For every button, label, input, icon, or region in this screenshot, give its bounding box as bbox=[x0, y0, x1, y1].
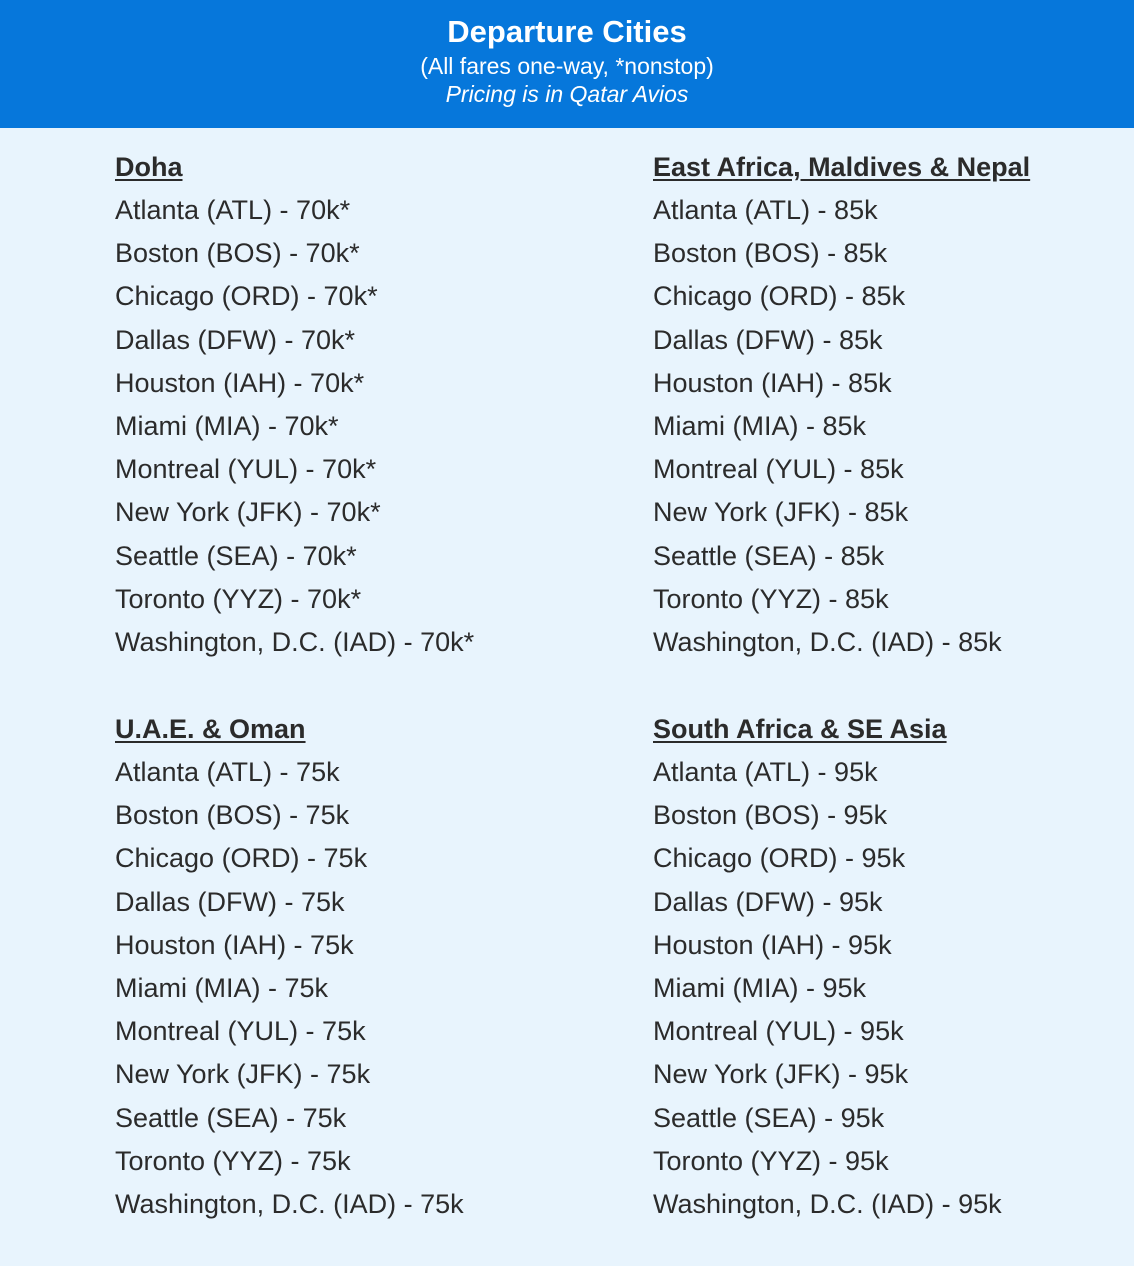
fare-row: Boston (BOS) - 75k bbox=[115, 800, 350, 831]
fare-row: Dallas (DFW) - 70k* bbox=[115, 324, 356, 355]
fare-row: Montreal (YUL) - 95k bbox=[653, 1016, 904, 1047]
fare-row: Houston (IAH) - 70k* bbox=[115, 367, 365, 398]
fare-row: Chicago (ORD) - 75k bbox=[115, 843, 368, 874]
fare-row: Toronto (YYZ) - 95k bbox=[653, 1145, 889, 1176]
fare-row: Chicago (ORD) - 95k bbox=[653, 843, 906, 874]
fare-row: Seattle (SEA) - 70k* bbox=[115, 540, 357, 571]
fare-row: Dallas (DFW) - 85k bbox=[653, 324, 883, 355]
section-south-africa-se-asia bbox=[653, 708, 1123, 1226]
fare-row: Toronto (YYZ) - 85k bbox=[653, 583, 889, 614]
fare-row: Washington, D.C. (IAD) - 75k bbox=[115, 1189, 464, 1220]
fare-row: Atlanta (ATL) - 85k bbox=[653, 195, 878, 225]
fare-row: Miami (MIA) - 95k bbox=[653, 973, 867, 1004]
fare-row: Boston (BOS) - 95k bbox=[653, 800, 888, 831]
fare-row: New York (JFK) - 95k bbox=[653, 1059, 909, 1090]
fare-row: Washington, D.C. (IAD) - 85k bbox=[653, 627, 1002, 658]
fare-row: Boston (BOS) - 70k* bbox=[115, 238, 360, 269]
section-east-africa-maldives-nepal bbox=[653, 146, 1123, 664]
fare-row: Chicago (ORD) - 85k bbox=[653, 281, 906, 312]
section-heading: South Africa & SE Asia bbox=[653, 714, 947, 744]
fare-row: Seattle (SEA) - 95k bbox=[653, 1102, 885, 1133]
fare-row: Atlanta (ATL) - 75k bbox=[115, 757, 340, 787]
section-doha bbox=[115, 146, 585, 664]
fare-row: Houston (IAH) - 85k bbox=[653, 367, 892, 398]
fare-row: Washington, D.C. (IAD) - 95k bbox=[653, 1189, 1002, 1220]
fare-row: Chicago (ORD) - 70k* bbox=[115, 281, 378, 312]
fare-row: Montreal (YUL) - 85k bbox=[653, 454, 904, 485]
fare-row: Boston (BOS) - 85k bbox=[653, 238, 888, 269]
page-subtitle: (All fares one-way, *nonstop) bbox=[420, 53, 714, 79]
fare-row: Montreal (YUL) - 75k bbox=[115, 1016, 366, 1047]
fare-row: Seattle (SEA) - 85k bbox=[653, 540, 885, 571]
fare-row: Miami (MIA) - 85k bbox=[653, 411, 867, 442]
pricing-note: Pricing is in Qatar Avios bbox=[445, 81, 689, 107]
section-heading: Doha bbox=[115, 152, 183, 182]
fare-row: Dallas (DFW) - 75k bbox=[115, 886, 345, 917]
section-heading: East Africa, Maldives & Nepal bbox=[653, 152, 1031, 182]
fare-row: Toronto (YYZ) - 70k* bbox=[115, 583, 362, 614]
fare-row: Atlanta (ATL) - 95k bbox=[653, 757, 878, 787]
fare-row: Toronto (YYZ) - 75k bbox=[115, 1145, 351, 1176]
fare-row: Montreal (YUL) - 70k* bbox=[115, 454, 377, 485]
fare-row: Atlanta (ATL) - 70k* bbox=[115, 195, 351, 225]
fare-row: Miami (MIA) - 70k* bbox=[115, 411, 339, 442]
page-title: Departure Cities bbox=[447, 14, 687, 49]
fare-row: New York (JFK) - 70k* bbox=[115, 497, 381, 528]
section-heading: U.A.E. & Oman bbox=[115, 714, 306, 744]
fare-row: Seattle (SEA) - 75k bbox=[115, 1102, 347, 1133]
fare-row: Dallas (DFW) - 95k bbox=[653, 886, 883, 917]
fare-row: New York (JFK) - 75k bbox=[115, 1059, 371, 1090]
fare-row: Houston (IAH) - 95k bbox=[653, 929, 892, 960]
section-uae-oman bbox=[115, 708, 585, 1226]
fare-row: Houston (IAH) - 75k bbox=[115, 929, 354, 960]
fare-row: Miami (MIA) - 75k bbox=[115, 973, 329, 1004]
header-banner bbox=[0, 0, 1134, 128]
fare-row: Washington, D.C. (IAD) - 70k* bbox=[115, 627, 475, 658]
fare-row: New York (JFK) - 85k bbox=[653, 497, 909, 528]
